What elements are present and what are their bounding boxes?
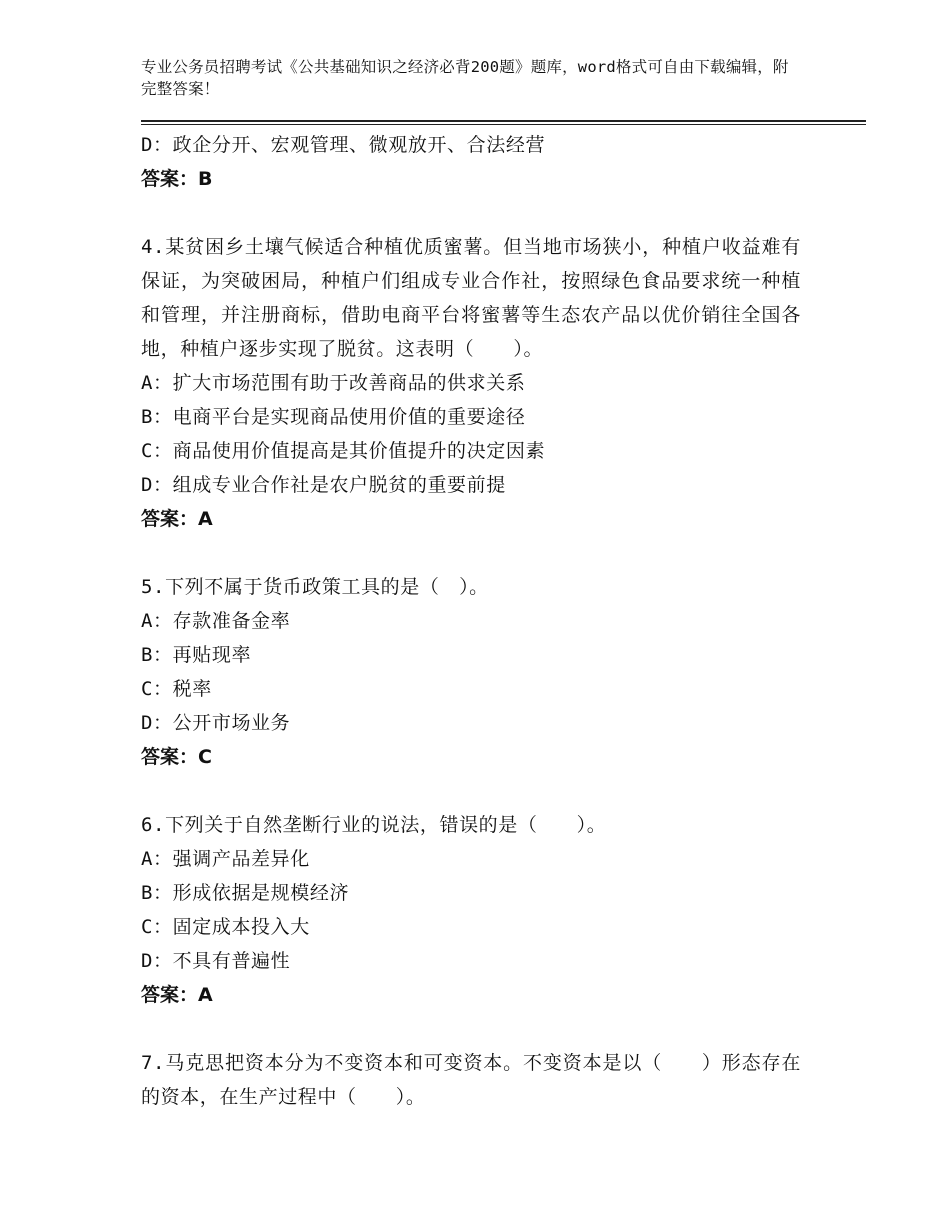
header-rule-thin — [141, 124, 866, 125]
question-stem: 6.下列关于自然垄断行业的说法，错误的是（ ）。 — [141, 814, 607, 836]
option-b: B：形成依据是规模经济 — [141, 882, 350, 904]
answer: 答案：A — [141, 508, 213, 530]
option-d: D：公开市场业务 — [141, 712, 291, 734]
option-b: B：电商平台是实现商品使用价值的重要途径 — [141, 406, 526, 428]
header-rule-thick — [141, 120, 866, 122]
option-d: D：政企分开、宏观管理、微观放开、合法经营 — [141, 134, 546, 156]
option-a: A：强调产品差异化 — [141, 848, 310, 870]
header-text: 专业公务员招聘考试《公共基础知识之经济必背200题》题库，word格式可自由下载编辑，附完整答案！ — [141, 58, 789, 98]
question-stem: 4.某贫困乡土壤气候适合种植优质蜜薯。但当地市场狭小，种植户收益难有保证，为突破困局，种植户们组成专业合作社，按照绿色食品要求统一种植和管理，并注册商标，借助电商平台将蜜薯等生态农产品以优价销往全国各地，种植户逐步实现了脱贫。这表明（ ）。 — [141, 236, 801, 360]
answer: 答案：C — [141, 746, 212, 768]
spacer — [141, 774, 801, 808]
spacer — [141, 1012, 801, 1046]
question-stem: 5.下列不属于货币政策工具的是（ ）。 — [141, 576, 489, 598]
question-stem: 7.马克思把资本分为不变资本和可变资本。不变资本是以（ ）形态存在的资本，在生产过程中（ ）。 — [141, 1052, 801, 1108]
question-4 — [141, 230, 801, 536]
option-d: D：组成专业合作社是农户脱贫的重要前提 — [141, 474, 506, 496]
question-6 — [141, 808, 801, 1012]
option-c: C：税率 — [141, 678, 212, 700]
option-a: A：扩大市场范围有助于改善商品的供求关系 — [141, 372, 526, 394]
document-header — [141, 56, 801, 100]
question-7 — [141, 1046, 801, 1114]
answer: 答案：B — [141, 168, 213, 190]
option-d: D：不具有普遍性 — [141, 950, 291, 972]
question-5 — [141, 570, 801, 774]
option-c: C：固定成本投入大 — [141, 916, 310, 938]
document-body — [141, 128, 801, 1114]
option-c: C：商品使用价值提高是其价值提升的决定因素 — [141, 440, 546, 462]
answer: 答案：A — [141, 984, 213, 1006]
option-b: B：再贴现率 — [141, 644, 252, 666]
option-a: A：存款准备金率 — [141, 610, 291, 632]
spacer — [141, 196, 801, 230]
spacer — [141, 536, 801, 570]
